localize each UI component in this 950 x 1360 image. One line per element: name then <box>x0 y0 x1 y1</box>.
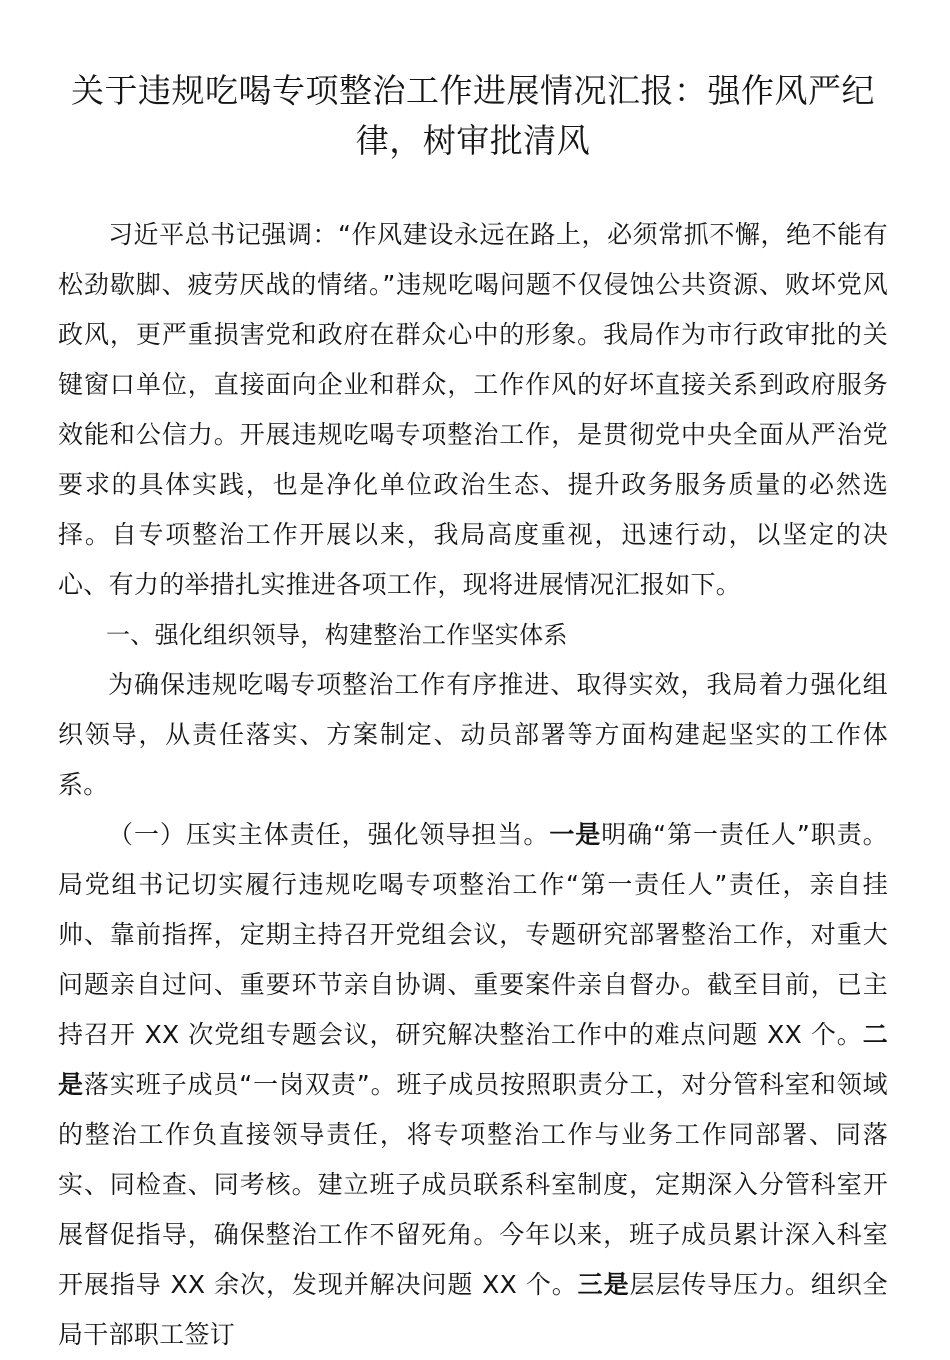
document-title: 关于违规吃喝专项整治工作进展情况汇报：强作风严纪律，树审批清风 <box>71 71 875 160</box>
intro-paragraph: 习近平总书记强调：“作风建设永远在路上，必须常抓不懈，绝不能有松劲歇脚、疲劳厌战的情绪。”违规吃喝问题不仅侵蚀公共资源、败坏党风政风，更严重损害党和政府在群众心中的形象。我局作为市行政审批的关键窗口单位，直接面向企业和群众，工作作风的好坏直接关系到政府服务效能和公信力。开展违规吃喝专项整治工作，是贯彻党中央全面从严治党要求的具体实践，也是净化单位政治生态、提升政务服务质量的必然选择。自专项整治工作开展以来，我局高度重视，迅速行动，以坚定的决心、有力的举措扎实推进各项工作，现将进展情况汇报如下。 <box>58 220 888 599</box>
point-text-1: 明确“第一责任人”职责。局党组书记切实履行违规吃喝专项整治工作“第一责任人”责任，亲自挂帅、靠前指挥，定期主持召开党组会议，专题研究部署整治工作，对重大问题亲自过问、重要环节亲自协调、重要案件亲自督办。截至目前，已主持召开 XX 次党组专题会议，研究解决整治工作中的难点问题 XX 个。 <box>58 820 888 1049</box>
point-marker-3: 三是 <box>577 1270 630 1299</box>
point-text-2: 落实班子成员“一岗双责”。班子成员按照职责分工，对分管科室和领域的整治工作负直接领导责任，将专项整治工作与业务工作同部署、同落实、同检查、同考核。建立班子成员联系科室制度，定期深入分管科室开展督促指导，确保整治工作不留死角。今年以来，班子成员累计深入科室开展指导 XX 余次，发现并解决问题 XX 个。 <box>58 1070 888 1299</box>
section-heading-1: 一、强化组织领导，构建整治工作坚实体系 <box>106 621 568 649</box>
point-marker-2: 二是 <box>58 1020 888 1099</box>
point-marker-1: 一是 <box>549 820 602 849</box>
section-1-intro-paragraph: 为确保违规吃喝专项整治工作有序推进、取得实效，我局着力强化组织领导，从责任落实、方案制定、动员部署等方面构建起坚实的工作体系。 <box>58 670 888 799</box>
point-text-3: 层层传导压力。组织全局干部职工签订 <box>58 1270 888 1349</box>
subsection-1-paragraph <box>58 810 888 1360</box>
subsection-1-lead: （一）压实主体责任，强化领导担当。 <box>108 820 550 849</box>
document-body <box>58 210 888 1360</box>
